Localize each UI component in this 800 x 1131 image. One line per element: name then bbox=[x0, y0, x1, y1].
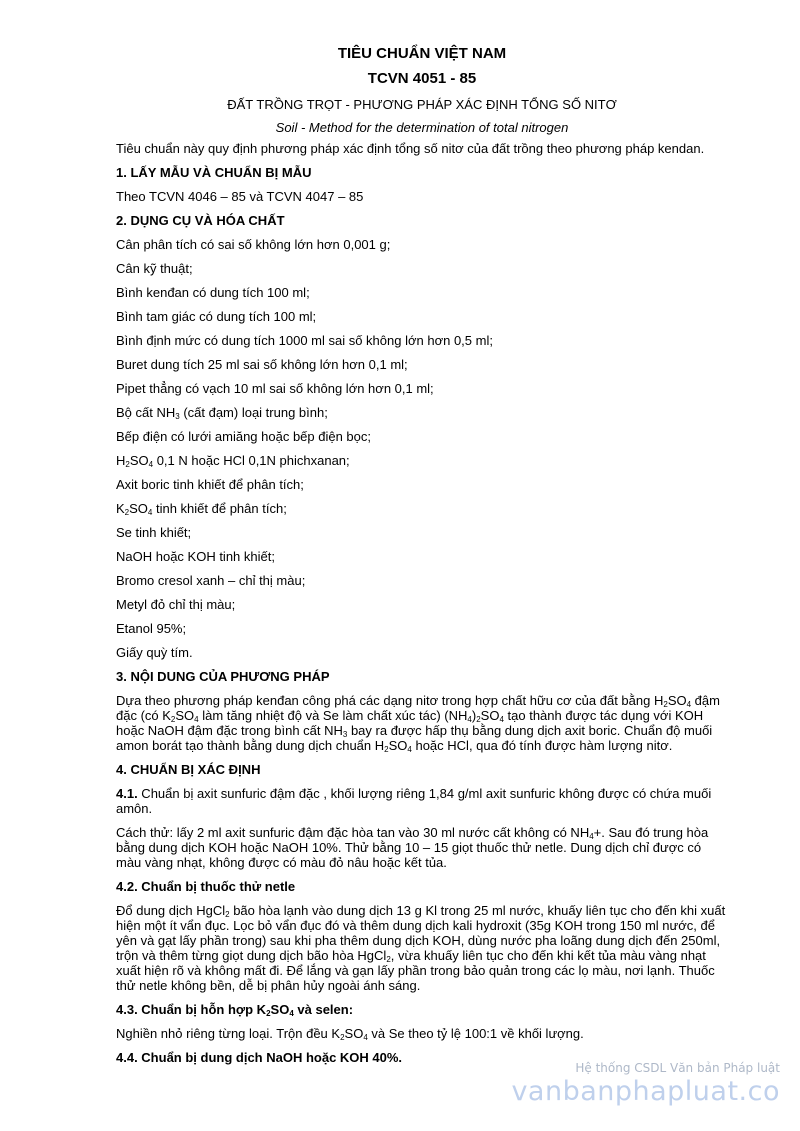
equipment-item: Bình kenđan có dung tích 100 ml; bbox=[116, 285, 310, 300]
chemical-item: NaOH hoặc KOH tinh khiết; bbox=[116, 549, 275, 564]
method-paragraph: Dựa theo phương pháp kenđan công phá các dạng nitơ trong hợp chất hữu cơ của đất bằng $H_2SO_4$ đậm đặc (có $K_2SO_4$ làm tăng nhiệt độ và Se làm chất xúc tác) $(NH_4)_2SO_4$ tạo thành được tác dụng với KOH hoặc NaOH đậm đặc trong bình cất $NH_3$ bay ra được hấp thụ bằng dung dịch axit boric. Chuẩn độ muối amon borát tạo thành bằng dung dịch chuẩn $H_2SO_4$ hoặc HCl, qua đó tính được hàm lượng nitơ. bbox=[116, 693, 720, 754]
equipment-item: Buret dung tích 25 ml sai số không lớn hơn 0,1 ml; bbox=[116, 357, 408, 372]
chemical-item: Bromo cresol xanh – chỉ thị màu; bbox=[116, 573, 306, 588]
watermark-site: vanbanphapluat.co bbox=[511, 1076, 780, 1107]
subsection-4-2-heading: 4.2. Chuẩn bị thuốc thử netle bbox=[116, 879, 296, 894]
section-3-heading: 3. NỘI DUNG CỦA PHƯƠNG PHÁP bbox=[116, 669, 330, 684]
doc-title-vi: ĐẤT TRỒNG TRỌT - PHƯƠNG PHÁP XÁC ĐỊNH TỔNG SỐ NITƠ bbox=[227, 97, 617, 112]
equipment-item: Bình định mức có dung tích 1000 ml sai số không lớn hơn 0,5 ml; bbox=[116, 333, 493, 348]
watermark bbox=[511, 1061, 780, 1109]
section-1-text: Theo TCVN 4046 – 85 và TCVN 4047 – 85 bbox=[116, 189, 364, 204]
subsection-4-2-text: Đổ dung dịch HgCl$_2$ bão hòa lạnh vào dung dịch 13 g Kl trong 25 ml nước, khuấy liên tục cho đến khi xuất hiện một ít vẩn đục. Lọc bỏ vẩn đục đó và thêm dung dịch kali hydroxit (35g KOH trong 150 ml nước, để yên và gạt lấy phần trong) sau khi pha thêm dung dịch KOH, dùng nước pha loãng dung dịch đến 250ml, trộn và thêm từng giọt dung dịch bão hòa HgCl$_2$, vừa khuấy liên tục cho đến khi kết tủa màu vàng nhạt xuất hiện rõ và không mất đi. Để lắng và gạn lấy phần trong bảo quản trong các lọ màu, nơi lạnh. Thuốc thử netle không bền, dễ bị phân hủy ngoài ánh sáng. bbox=[116, 903, 726, 993]
chemical-item: Se tinh khiết; bbox=[116, 525, 192, 540]
equipment-item: Bình tam giác có dung tích 100 ml; bbox=[116, 309, 317, 324]
chemical-item: Giấy quỳ tím. bbox=[116, 645, 193, 660]
subsection-4-4-heading: 4.4. Chuẩn bị dung dịch NaOH hoặc KOH 40%. bbox=[116, 1050, 403, 1065]
chemical-item: Axit boric tinh khiết để phân tích; bbox=[116, 477, 304, 492]
subsection-4-3-heading: 4.3. Chuẩn bị hỗn hợp $K_2SO_4$ và selen: bbox=[116, 1002, 354, 1018]
equipment-item: Cân kỹ thuật; bbox=[116, 261, 193, 276]
chemical-item: Etanol 95%; bbox=[116, 621, 187, 636]
equipment-item: Pipet thẳng có vạch 10 ml sai số không lớn hơn 0,1 ml; bbox=[116, 381, 434, 396]
section-1-heading: 1. LẤY MẪU VÀ CHUẨN BỊ MẪU bbox=[116, 165, 312, 180]
chemical-item: Metyl đỏ chỉ thị màu; bbox=[116, 597, 236, 612]
section-2-heading: 2. DỤNG CỤ VÀ HÓA CHẤT bbox=[116, 213, 285, 228]
document-page bbox=[116, 44, 728, 1074]
subsection-4-1: 4.1. Chuẩn bị axit sunfuric đậm đặc , khối lượng riêng 1,84 g/ml axit sunfuric không được có chứa muối amôn. bbox=[116, 786, 712, 816]
chemical-item: $K_2SO_4$ tinh khiết để phân tích; bbox=[116, 501, 287, 517]
subsection-4-3-text: Nghiền nhỏ riêng từng loại. Trộn đều $K_2SO_4$ và Se theo tỷ lệ 100:1 về khối lượng. bbox=[116, 1026, 584, 1042]
chemical-item: $H_2SO_4$ 0,1 N hoặc HCl 0,1N phichxanan; bbox=[116, 453, 350, 469]
section-4-heading: 4. CHUẨN BỊ XÁC ĐỊNH bbox=[116, 762, 261, 777]
equipment-item: Cân phân tích có sai số không lớn hơn 0,001 g; bbox=[116, 237, 391, 252]
doc-title-en: Soil - Method for the determination of total nitrogen bbox=[275, 120, 569, 135]
doc-title-standard: TIÊU CHUẨN VIỆT NAM bbox=[337, 45, 507, 62]
intro-paragraph: Tiêu chuẩn này quy định phương pháp xác định tổng số nitơ của đất trồng theo phương pháp kendan. bbox=[116, 141, 705, 156]
equipment-item: Bếp điện có lưới amiăng hoặc bếp điện bọc; bbox=[116, 429, 372, 444]
doc-code: TCVN 4051 - 85 bbox=[367, 70, 477, 87]
equipment-item: Bộ cất $NH_3$ (cất đạm) loại trung bình; bbox=[116, 405, 328, 421]
watermark-caption: Hệ thống CSDL Văn bản Pháp luật bbox=[575, 1061, 780, 1075]
test-procedure: Cách thử: lấy 2 ml axit sunfuric đậm đặc hòa tan vào 30 ml nước cất không có $NH_4+$. Sau đó trung hòa bằng dung dịch KOH hoặc NaOH 10%. Thử bằng 10 – 15 giọt thuốc thử netle. Dung dịch chỉ được có màu vàng nhạt, không được có màu đỏ nâu hoặc kết tủa. bbox=[116, 825, 709, 870]
